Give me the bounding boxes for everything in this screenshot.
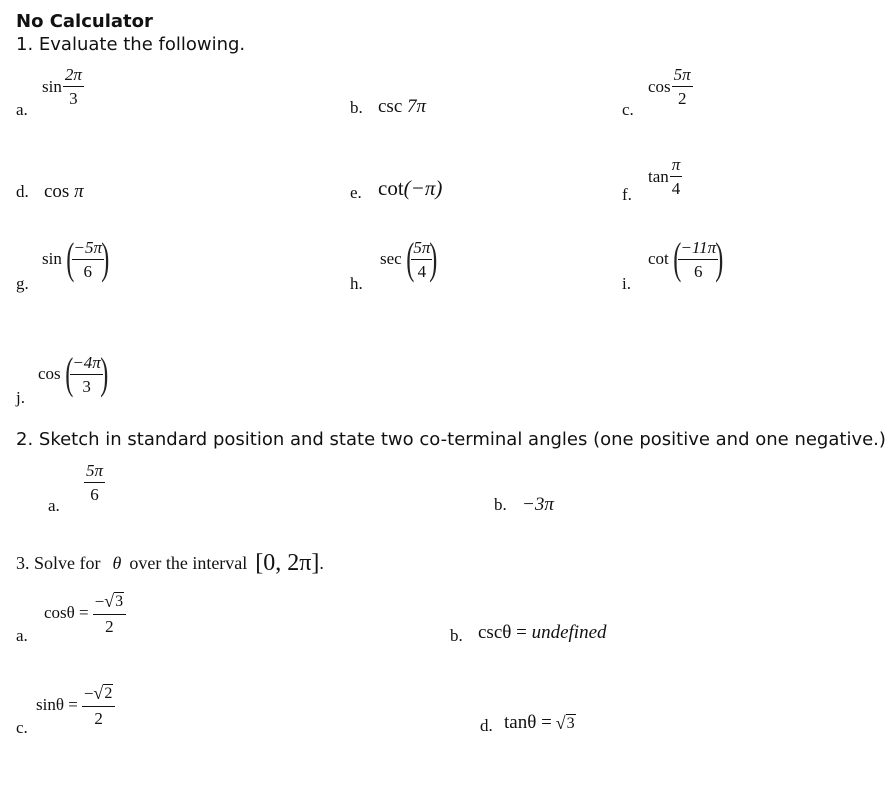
q3c-denominator: 2 xyxy=(94,708,103,728)
q1g-fraction xyxy=(72,239,105,280)
q2a-denominator: 6 xyxy=(90,485,99,504)
q1i-numerator: −11π xyxy=(678,239,718,260)
q3c-fraction xyxy=(82,684,115,727)
q1i-label: i. xyxy=(622,274,631,293)
q1f-label: f. xyxy=(622,185,632,204)
q3a-expression xyxy=(44,592,126,635)
q2a-numerator: 5π xyxy=(84,462,105,483)
q1e-function: cot xyxy=(378,176,404,200)
q3a-numerator xyxy=(93,592,126,615)
q3c-radicand: 2 xyxy=(104,685,113,702)
q1g-left-paren: ( xyxy=(66,234,75,283)
q3-period: . xyxy=(319,553,324,573)
q1j-label: j. xyxy=(16,388,25,407)
q1b-expression xyxy=(378,96,426,118)
q1c-fraction xyxy=(672,66,693,107)
q3c-label: c. xyxy=(16,718,28,737)
q1h-denominator: 4 xyxy=(417,261,427,281)
q1g-numerator: −5π xyxy=(72,239,105,260)
q1f-denominator: 4 xyxy=(671,179,681,198)
q1c-label: c. xyxy=(622,100,634,119)
q3d-expression xyxy=(504,712,576,734)
q1d-expression xyxy=(44,181,84,203)
q1e-label: e. xyxy=(350,183,362,202)
q1j-left-paren: ( xyxy=(64,349,74,398)
q1g-expression xyxy=(42,234,113,283)
q3a-fraction xyxy=(93,592,126,635)
q3d-lhs: tanθ = xyxy=(504,712,552,733)
question-3-prompt xyxy=(16,550,324,577)
q3a-denominator: 2 xyxy=(105,616,114,636)
q3b-lhs: cscθ = xyxy=(478,622,527,643)
q1c-expression xyxy=(648,66,693,107)
q1h-left-paren: ( xyxy=(406,234,415,283)
q2a-fraction xyxy=(84,462,105,503)
question-1-prompt: 1. Evaluate the following. xyxy=(16,34,246,55)
q1c-numerator: 5π xyxy=(672,66,693,87)
q3c-minus: − xyxy=(83,684,94,703)
q3c-lhs: sinθ = xyxy=(36,695,78,715)
q1h-expression xyxy=(380,234,441,283)
q1i-right-paren: ) xyxy=(715,234,724,283)
q2a-expression xyxy=(84,462,105,503)
q1c-denominator: 2 xyxy=(677,89,687,108)
q1e-expression xyxy=(378,176,442,201)
q1d-function: cos xyxy=(44,181,70,202)
q1h-right-paren: ) xyxy=(429,234,438,283)
q3-prompt-mid: over the interval xyxy=(129,553,248,573)
q1i-denominator: 6 xyxy=(694,261,703,281)
q1h-function: sec xyxy=(380,249,402,268)
q3a-label: a. xyxy=(16,626,28,645)
q1f-fraction xyxy=(670,156,683,197)
q1g-label: g. xyxy=(16,274,29,293)
q1j-denominator: 3 xyxy=(82,376,91,396)
q1a-function: sin xyxy=(42,76,62,96)
q1g-right-paren: ) xyxy=(101,234,110,283)
q1a-expression xyxy=(42,66,84,107)
q1a-label: a. xyxy=(16,100,28,119)
q3d-radicand: 3 xyxy=(566,714,575,732)
q2b-label: b. xyxy=(494,495,507,514)
q1i-left-paren: ( xyxy=(673,234,682,283)
q1g-denominator: 6 xyxy=(83,261,92,281)
q3a-radicand: 3 xyxy=(115,593,124,610)
q3c-numerator xyxy=(82,684,115,707)
q1h-numerator: 5π xyxy=(411,239,432,260)
q1i-function: cot xyxy=(648,249,669,268)
q1a-denominator: 3 xyxy=(69,89,78,108)
q3-prompt-start: 3. Solve for xyxy=(16,553,101,573)
q1b-argument: 7π xyxy=(407,96,427,117)
q2b-expression: −3π xyxy=(522,494,554,515)
q3b-rhs: undefined xyxy=(531,622,607,643)
q3b-label: b. xyxy=(450,626,463,645)
q1i-expression xyxy=(648,234,727,283)
q1e-argument: (−π) xyxy=(403,176,443,200)
q3c-expression xyxy=(36,684,115,727)
q1j-numerator: −4π xyxy=(70,354,103,375)
q1a-fraction xyxy=(63,66,84,107)
q1j-function: cos xyxy=(38,364,61,383)
q1c-function: cos xyxy=(648,76,671,96)
question-2-prompt: 2. Sketch in standard position and state two co-terminal angles (one positive and one negative.) xyxy=(16,429,886,450)
q1b-label: b. xyxy=(350,98,363,117)
q1b-function: csc xyxy=(378,96,403,117)
q1j-right-paren: ) xyxy=(100,349,109,398)
q3d-label: d. xyxy=(480,716,493,735)
q3-theta: θ xyxy=(112,553,122,573)
q3c-sqrt: √ 2 xyxy=(93,683,113,703)
q1d-argument: π xyxy=(74,181,84,202)
page-title: No Calculator xyxy=(16,11,153,32)
q3a-lhs: cosθ = xyxy=(44,603,89,623)
q3b-expression xyxy=(478,622,607,644)
q1i-fraction xyxy=(678,239,718,280)
q1h-label: h. xyxy=(350,274,363,293)
q3d-sqrt: √ 3 xyxy=(555,712,575,733)
q1d-label: d. xyxy=(16,182,29,201)
q1j-fraction xyxy=(70,354,103,395)
q3a-minus: − xyxy=(94,592,105,611)
q1f-function: tan xyxy=(648,166,669,186)
q1f-numerator: π xyxy=(670,156,683,177)
q2a-label: a. xyxy=(48,496,60,515)
q3a-sqrt: √ 3 xyxy=(104,591,124,611)
q1f-expression xyxy=(648,156,682,197)
q3-interval: [0, 2π] xyxy=(255,550,320,576)
q1j-expression xyxy=(38,349,111,398)
q1a-numerator: 2π xyxy=(63,66,84,87)
q1g-function: sin xyxy=(42,249,62,268)
